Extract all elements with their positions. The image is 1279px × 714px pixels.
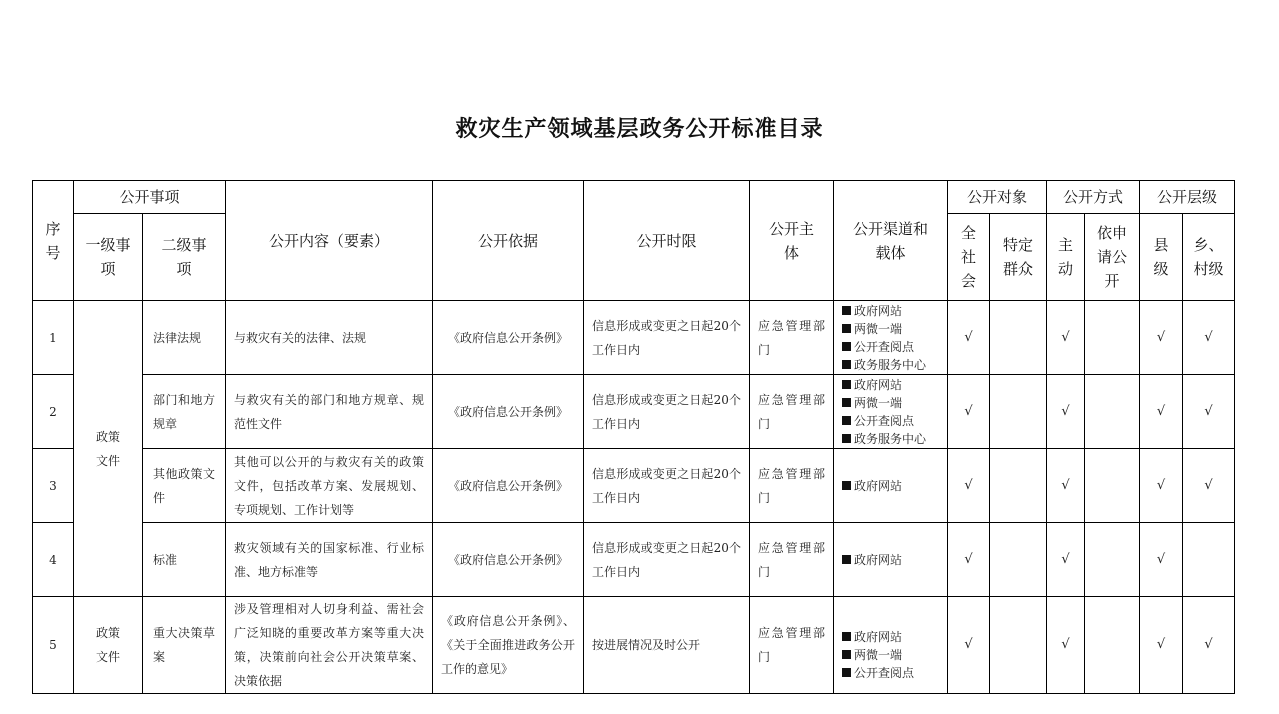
basis-cell: 《政府信息公开条例》 bbox=[433, 523, 584, 597]
channel-item bbox=[842, 338, 943, 356]
header-mode-apply: 依申请公开 bbox=[1085, 214, 1140, 301]
table-row bbox=[33, 523, 1235, 597]
row-number: 1 bbox=[33, 301, 74, 375]
channel-cell bbox=[834, 597, 948, 694]
row-number: 3 bbox=[33, 449, 74, 523]
channel-item bbox=[842, 320, 943, 338]
header-level-town: 乡、村级 bbox=[1183, 214, 1235, 301]
check-target-all: √ bbox=[948, 449, 990, 523]
square-bullet-icon bbox=[842, 306, 851, 315]
table-row bbox=[33, 449, 1235, 523]
channel-label: 政府网站 bbox=[854, 552, 903, 567]
square-bullet-icon bbox=[842, 632, 851, 641]
table-row bbox=[33, 301, 1235, 375]
subject-cell: 应急管理部门 bbox=[750, 523, 834, 597]
content-cell: 与救灾有关的部门和地方规章、规范性文件 bbox=[226, 375, 433, 449]
check-target-all: √ bbox=[948, 597, 990, 694]
table-row bbox=[33, 597, 1235, 694]
check-level-town: √ bbox=[1183, 301, 1235, 375]
check-target-all: √ bbox=[948, 301, 990, 375]
basis-cell: 《政府信息公开条例》 bbox=[433, 375, 584, 449]
check-mode-apply bbox=[1085, 375, 1140, 449]
level2-item: 其他政策文件 bbox=[143, 449, 226, 523]
page-title: 救灾生产领域基层政务公开标准目录 bbox=[455, 117, 824, 142]
header-level-county: 县级 bbox=[1140, 214, 1183, 301]
header-level2: 二级事项 bbox=[143, 214, 226, 301]
check-level-county: √ bbox=[1140, 301, 1183, 375]
check-level-county: √ bbox=[1140, 375, 1183, 449]
group-cell: 政策文件 bbox=[74, 301, 143, 597]
group-cell: 政策文件 bbox=[74, 597, 143, 694]
header-channel: 公开渠道和载体 bbox=[834, 181, 948, 301]
check-level-town bbox=[1183, 523, 1235, 597]
check-level-county: √ bbox=[1140, 449, 1183, 523]
channel-label: 政府网站 bbox=[854, 630, 903, 644]
square-bullet-icon bbox=[842, 360, 851, 369]
channel-item bbox=[842, 551, 943, 569]
level2-item: 重大决策草案 bbox=[143, 597, 226, 694]
content-cell: 其他可以公开的与救灾有关的政策文件，包括改革方案、发展规划、专项规划、工作计划等 bbox=[226, 449, 433, 523]
check-level-county: √ bbox=[1140, 597, 1183, 694]
square-bullet-icon bbox=[842, 416, 851, 425]
channel-item bbox=[842, 412, 943, 430]
header-target: 公开对象 bbox=[948, 181, 1047, 214]
header-level1: 一级事项 bbox=[74, 214, 143, 301]
row-number: 4 bbox=[33, 523, 74, 597]
check-level-county: √ bbox=[1140, 523, 1183, 597]
table-row bbox=[33, 375, 1235, 449]
content-cell: 救灾领域有关的国家标准、行业标准、地方标准等 bbox=[226, 523, 433, 597]
check-mode-active: √ bbox=[1047, 449, 1085, 523]
level2-item: 标准 bbox=[143, 523, 226, 597]
channel-label: 政府网站 bbox=[854, 303, 903, 318]
square-bullet-icon bbox=[842, 668, 851, 677]
content-cell: 与救灾有关的法律、法规 bbox=[226, 301, 433, 375]
channel-cell bbox=[834, 375, 948, 449]
header-content: 公开内容（要素） bbox=[226, 181, 433, 301]
level2-item: 部门和地方规章 bbox=[143, 375, 226, 449]
channel-item bbox=[842, 646, 943, 664]
square-bullet-icon bbox=[842, 324, 851, 333]
channel-item bbox=[842, 376, 943, 394]
subject-cell: 应急管理部门 bbox=[750, 449, 834, 523]
square-bullet-icon bbox=[842, 650, 851, 659]
check-mode-apply bbox=[1085, 449, 1140, 523]
header-deadline: 公开时限 bbox=[584, 181, 750, 301]
square-bullet-icon bbox=[842, 555, 851, 564]
check-mode-active: √ bbox=[1047, 597, 1085, 694]
check-mode-active: √ bbox=[1047, 375, 1085, 449]
deadline-cell: 信息形成或变更之日起20个工作日内 bbox=[584, 301, 750, 375]
check-level-town: √ bbox=[1183, 597, 1235, 694]
check-target-specific bbox=[990, 523, 1047, 597]
channel-item bbox=[842, 477, 943, 495]
channel-label: 两微一端 bbox=[854, 321, 903, 336]
square-bullet-icon bbox=[842, 434, 851, 443]
header-target-all: 全社会 bbox=[948, 214, 990, 301]
level2-item: 法律法规 bbox=[143, 301, 226, 375]
square-bullet-icon bbox=[842, 380, 851, 389]
check-mode-active: √ bbox=[1047, 523, 1085, 597]
channel-label: 公开查阅点 bbox=[854, 666, 915, 680]
channel-cell bbox=[834, 301, 948, 375]
subject-cell: 应急管理部门 bbox=[750, 375, 834, 449]
channel-label: 两微一端 bbox=[854, 648, 903, 662]
channel-item bbox=[842, 302, 943, 320]
check-target-all: √ bbox=[948, 375, 990, 449]
header-basis: 公开依据 bbox=[433, 181, 584, 301]
check-mode-active: √ bbox=[1047, 301, 1085, 375]
check-level-town: √ bbox=[1183, 375, 1235, 449]
header-target-specific: 特定群众 bbox=[990, 214, 1047, 301]
check-level-town: √ bbox=[1183, 449, 1235, 523]
header-mode: 公开方式 bbox=[1047, 181, 1140, 214]
subject-cell: 应急管理部门 bbox=[750, 301, 834, 375]
deadline-cell: 信息形成或变更之日起20个工作日内 bbox=[584, 449, 750, 523]
basis-cell: 《政府信息公开条例》、《关于全面推进政务公开工作的意见》 bbox=[433, 597, 584, 694]
deadline-cell: 信息形成或变更之日起20个工作日内 bbox=[584, 375, 750, 449]
header-items: 公开事项 bbox=[74, 181, 226, 214]
content-cell: 涉及管理相对人切身利益、需社会广泛知晓的重要改革方案等重大决策，决策前向社会公开决策草案、决策依据 bbox=[226, 597, 433, 694]
check-target-specific bbox=[990, 597, 1047, 694]
basis-cell: 《政府信息公开条例》 bbox=[433, 449, 584, 523]
channel-label: 两微一端 bbox=[854, 395, 903, 410]
channel-item bbox=[842, 664, 943, 682]
square-bullet-icon bbox=[842, 342, 851, 351]
header-level: 公开层级 bbox=[1140, 181, 1235, 214]
channel-label: 政务服务中心 bbox=[854, 357, 927, 372]
check-target-specific bbox=[990, 301, 1047, 375]
channel-label: 政府网站 bbox=[854, 478, 903, 493]
deadline-cell: 按进展情况及时公开 bbox=[584, 597, 750, 694]
subject-cell: 应急管理部门 bbox=[750, 597, 834, 694]
header-seq: 序号 bbox=[33, 181, 74, 301]
header-subject: 公开主体 bbox=[750, 181, 834, 301]
check-target-specific bbox=[990, 449, 1047, 523]
square-bullet-icon bbox=[842, 398, 851, 407]
channel-label: 政府网站 bbox=[854, 377, 903, 392]
channel-item bbox=[842, 430, 943, 448]
check-mode-apply bbox=[1085, 523, 1140, 597]
header-mode-active: 主动 bbox=[1047, 214, 1085, 301]
row-number: 2 bbox=[33, 375, 74, 449]
row-number: 5 bbox=[33, 597, 74, 694]
channel-item bbox=[842, 628, 943, 646]
square-bullet-icon bbox=[842, 481, 851, 490]
check-mode-apply bbox=[1085, 597, 1140, 694]
channel-label: 公开查阅点 bbox=[854, 339, 915, 354]
channel-label: 公开查阅点 bbox=[854, 413, 915, 428]
channel-item bbox=[842, 356, 943, 374]
channel-item bbox=[842, 394, 943, 412]
check-target-all: √ bbox=[948, 523, 990, 597]
channel-cell bbox=[834, 523, 948, 597]
check-target-specific bbox=[990, 375, 1047, 449]
deadline-cell: 信息形成或变更之日起20个工作日内 bbox=[584, 523, 750, 597]
catalog-table bbox=[32, 180, 1235, 694]
channel-cell bbox=[834, 449, 948, 523]
check-mode-apply bbox=[1085, 301, 1140, 375]
basis-cell: 《政府信息公开条例》 bbox=[433, 301, 584, 375]
channel-label: 政务服务中心 bbox=[854, 431, 927, 446]
